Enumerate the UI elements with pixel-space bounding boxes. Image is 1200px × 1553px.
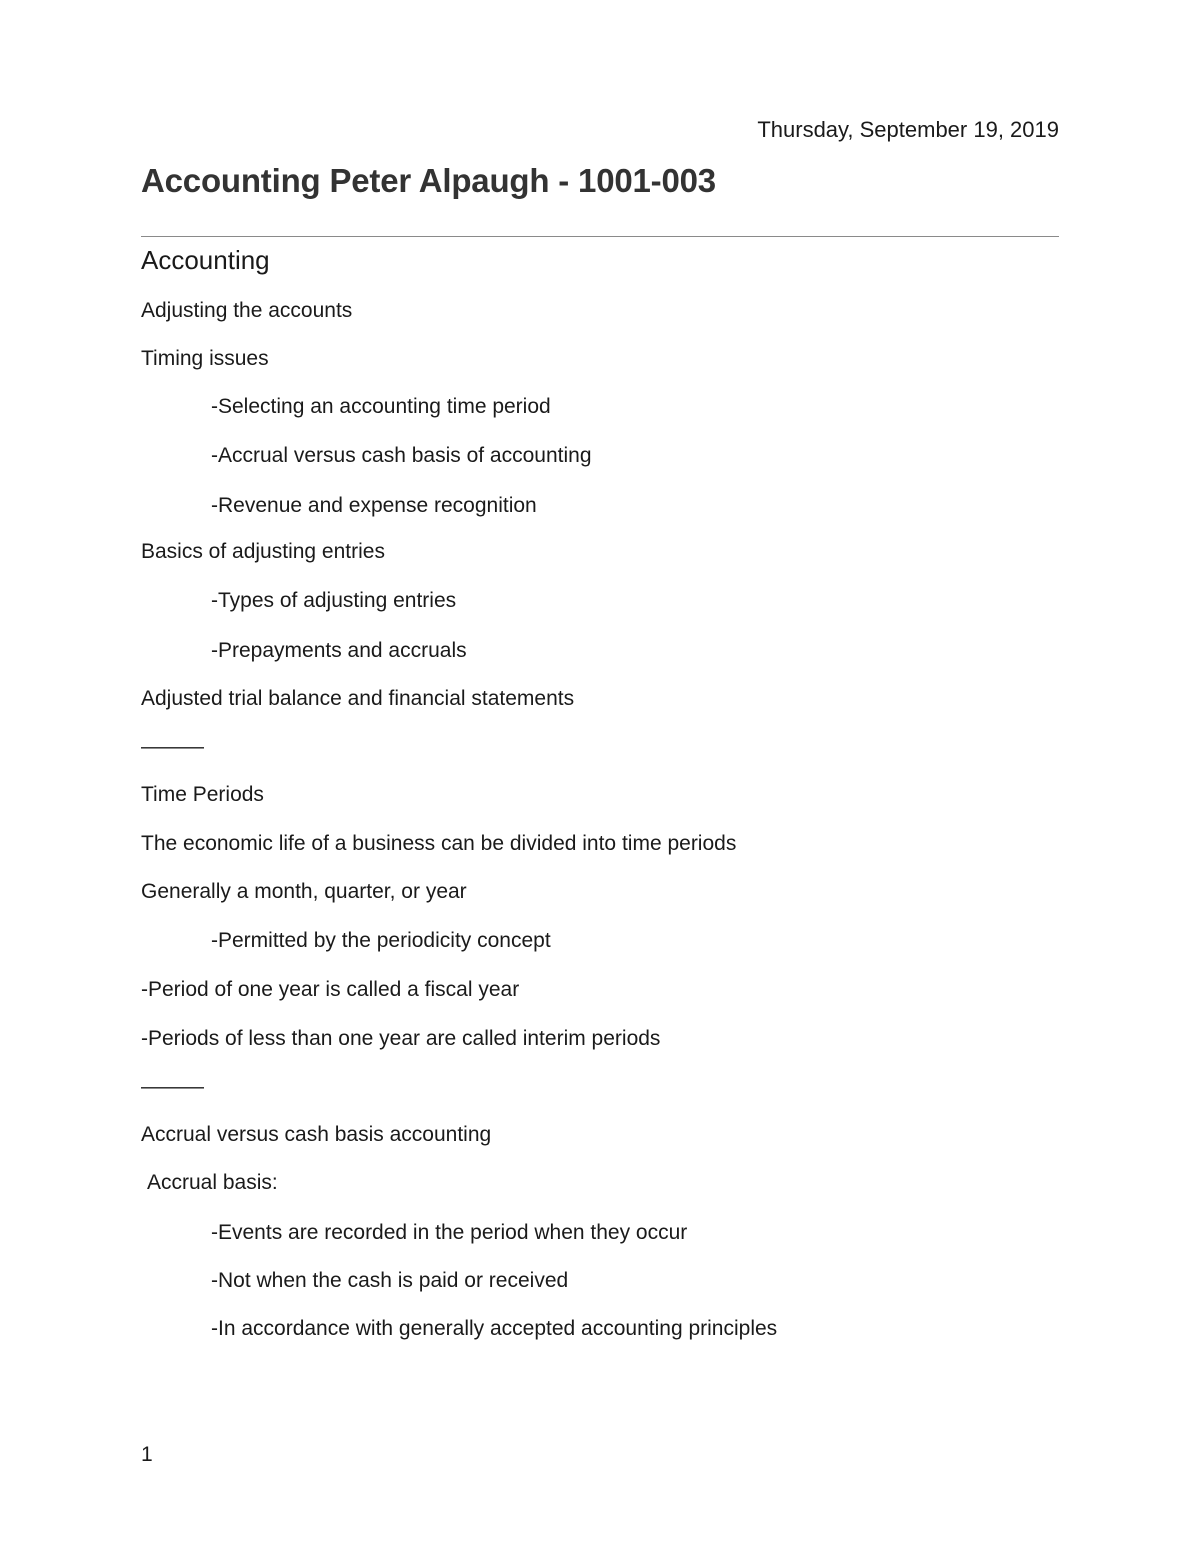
separator-dashes: ———	[141, 735, 204, 758]
note-line: -Periods of less than one year are called interim periods	[141, 1027, 661, 1050]
note-line-indented: -Types of adjusting entries	[211, 589, 457, 612]
note-line: Timing issues	[141, 347, 269, 370]
note-line: Accrual versus cash basis accounting	[141, 1123, 492, 1146]
note-line: Basics of adjusting entries	[141, 540, 385, 563]
document-date: Thursday, September 19, 2019	[757, 117, 1059, 142]
note-line: Generally a month, quarter, or year	[141, 880, 467, 903]
note-line: Adjusted trial balance and financial statements	[141, 687, 575, 710]
title-divider	[141, 236, 1059, 237]
note-line: Time Periods	[141, 783, 264, 806]
note-line: Accrual basis:	[147, 1171, 278, 1194]
note-line-indented: -Permitted by the periodicity concept	[211, 929, 551, 952]
note-line: Adjusting the accounts	[141, 299, 353, 322]
note-line-indented: -Prepayments and accruals	[211, 639, 467, 662]
note-line-indented: -Accrual versus cash basis of accounting	[211, 444, 592, 467]
note-line-indented: -Selecting an accounting time period	[211, 395, 551, 418]
section-heading: Accounting	[141, 245, 270, 275]
note-line: The economic life of a business can be divided into time periods	[141, 832, 737, 855]
document-title: Accounting Peter Alpaugh - 1001-003	[141, 162, 716, 199]
page-number: 1	[141, 1443, 153, 1466]
note-line-indented: -Revenue and expense recognition	[211, 494, 537, 517]
note-line: -Period of one year is called a fiscal year	[141, 978, 520, 1001]
note-line-indented: -Events are recorded in the period when they occur	[211, 1221, 688, 1244]
note-line-indented: -In accordance with generally accepted accounting principles	[211, 1317, 778, 1340]
note-line-indented: -Not when the cash is paid or received	[211, 1269, 569, 1292]
separator-dashes: ———	[141, 1075, 204, 1098]
